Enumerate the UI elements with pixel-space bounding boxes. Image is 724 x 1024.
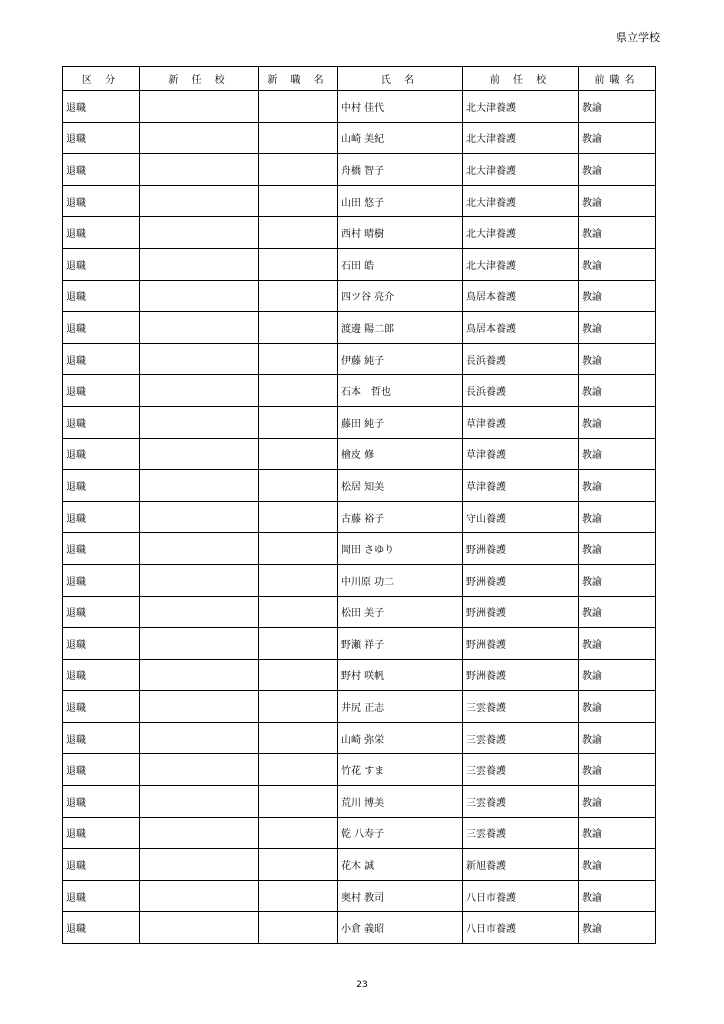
table-row	[63, 91, 656, 123]
new-position-cell	[259, 628, 338, 660]
category-cell: 退職	[63, 312, 140, 344]
new-school-cell	[140, 154, 259, 186]
table-row	[63, 501, 656, 533]
previous-position-cell: 教諭	[579, 248, 656, 280]
previous-school-cell: 野洲養護	[463, 564, 579, 596]
new-school-cell	[140, 280, 259, 312]
new-school-cell	[140, 248, 259, 280]
previous-position-cell: 教諭	[579, 596, 656, 628]
category-cell: 退職	[63, 91, 140, 123]
previous-school-cell: 北大津養護	[463, 217, 579, 249]
previous-position-cell: 教諭	[579, 185, 656, 217]
column-header-category: 区 分	[63, 67, 140, 91]
name-cell: 奥村 教司	[338, 880, 463, 912]
category-cell: 退職	[63, 154, 140, 186]
new-school-cell	[140, 786, 259, 818]
new-school-cell	[140, 91, 259, 123]
name-cell: 花木 誠	[338, 849, 463, 881]
category-cell: 退職	[63, 406, 140, 438]
name-cell: 中村 佳代	[338, 91, 463, 123]
previous-school-cell: 八日市養護	[463, 880, 579, 912]
previous-position-cell: 教諭	[579, 438, 656, 470]
new-position-cell	[259, 817, 338, 849]
column-header-new-position: 新 職 名	[259, 67, 338, 91]
new-position-cell	[259, 406, 338, 438]
new-position-cell	[259, 849, 338, 881]
previous-position-cell: 教諭	[579, 912, 656, 944]
name-cell: 舟橋 智子	[338, 154, 463, 186]
name-cell: 古藤 裕子	[338, 501, 463, 533]
previous-school-cell: 北大津養護	[463, 122, 579, 154]
name-cell: 井尻 正志	[338, 691, 463, 723]
table-row	[63, 880, 656, 912]
previous-position-cell: 教諭	[579, 817, 656, 849]
table-row	[63, 406, 656, 438]
new-position-cell	[259, 185, 338, 217]
category-cell: 退職	[63, 501, 140, 533]
new-position-cell	[259, 564, 338, 596]
table-row	[63, 754, 656, 786]
name-cell: 西村 晴樹	[338, 217, 463, 249]
column-header-new-school: 新 任 校	[140, 67, 259, 91]
previous-school-cell: 北大津養護	[463, 154, 579, 186]
table-header	[63, 67, 656, 91]
new-school-cell	[140, 312, 259, 344]
new-position-cell	[259, 343, 338, 375]
category-cell: 退職	[63, 596, 140, 628]
table-row	[63, 912, 656, 944]
name-cell: 野瀬 祥子	[338, 628, 463, 660]
previous-position-cell: 教諭	[579, 722, 656, 754]
new-position-cell	[259, 596, 338, 628]
new-school-cell	[140, 533, 259, 565]
table-row	[63, 343, 656, 375]
new-school-cell	[140, 217, 259, 249]
category-cell: 退職	[63, 817, 140, 849]
previous-position-cell: 教諭	[579, 628, 656, 660]
new-position-cell	[259, 691, 338, 723]
previous-school-cell: 新旭養護	[463, 849, 579, 881]
previous-school-cell: 北大津養護	[463, 248, 579, 280]
new-school-cell	[140, 691, 259, 723]
table-row	[63, 659, 656, 691]
previous-position-cell: 教諭	[579, 91, 656, 123]
new-school-cell	[140, 122, 259, 154]
new-position-cell	[259, 280, 338, 312]
name-cell: 石田 皓	[338, 248, 463, 280]
new-school-cell	[140, 722, 259, 754]
previous-position-cell: 教諭	[579, 849, 656, 881]
previous-school-cell: 草津養護	[463, 470, 579, 502]
table-row	[63, 122, 656, 154]
previous-school-cell: 長浜養護	[463, 375, 579, 407]
category-cell: 退職	[63, 533, 140, 565]
category-cell: 退職	[63, 248, 140, 280]
name-cell: 伊藤 純子	[338, 343, 463, 375]
previous-position-cell: 教諭	[579, 470, 656, 502]
previous-school-cell: 野洲養護	[463, 596, 579, 628]
name-cell: 岡田 さゆり	[338, 533, 463, 565]
previous-school-cell: 八日市養護	[463, 912, 579, 944]
category-cell: 退職	[63, 375, 140, 407]
table-row	[63, 786, 656, 818]
previous-position-cell: 教諭	[579, 786, 656, 818]
previous-position-cell: 教諭	[579, 154, 656, 186]
name-cell: 石本 哲也	[338, 375, 463, 407]
category-cell: 退職	[63, 470, 140, 502]
previous-school-cell: 北大津養護	[463, 185, 579, 217]
category-cell: 退職	[63, 659, 140, 691]
category-cell: 退職	[63, 280, 140, 312]
new-school-cell	[140, 628, 259, 660]
previous-position-cell: 教諭	[579, 312, 656, 344]
previous-position-cell: 教諭	[579, 343, 656, 375]
name-cell: 竹花 すま	[338, 754, 463, 786]
name-cell: 藤田 純子	[338, 406, 463, 438]
new-school-cell	[140, 343, 259, 375]
previous-school-cell: 草津養護	[463, 406, 579, 438]
previous-position-cell: 教諭	[579, 659, 656, 691]
category-cell: 退職	[63, 849, 140, 881]
table-row	[63, 438, 656, 470]
name-cell: 山田 悠子	[338, 185, 463, 217]
previous-school-cell: 長浜養護	[463, 343, 579, 375]
new-position-cell	[259, 501, 338, 533]
new-position-cell	[259, 91, 338, 123]
previous-school-cell: 野洲養護	[463, 533, 579, 565]
category-cell: 退職	[63, 754, 140, 786]
previous-position-cell: 教諭	[579, 217, 656, 249]
previous-school-cell: 野洲養護	[463, 628, 579, 660]
new-school-cell	[140, 817, 259, 849]
table-row	[63, 691, 656, 723]
column-header-name: 氏 名	[338, 67, 463, 91]
previous-school-cell: 三雲養護	[463, 722, 579, 754]
new-school-cell	[140, 564, 259, 596]
table-row	[63, 533, 656, 565]
table-row	[63, 849, 656, 881]
table-row	[63, 185, 656, 217]
table-row	[63, 217, 656, 249]
previous-school-cell: 三雲養護	[463, 691, 579, 723]
previous-school-cell: 三雲養護	[463, 786, 579, 818]
new-position-cell	[259, 217, 338, 249]
category-cell: 退職	[63, 122, 140, 154]
new-position-cell	[259, 312, 338, 344]
previous-school-cell: 三雲養護	[463, 817, 579, 849]
previous-position-cell: 教諭	[579, 375, 656, 407]
category-cell: 退職	[63, 786, 140, 818]
new-school-cell	[140, 501, 259, 533]
new-position-cell	[259, 533, 338, 565]
table-body	[63, 91, 656, 944]
new-school-cell	[140, 754, 259, 786]
name-cell: 中川原 功二	[338, 564, 463, 596]
table-row	[63, 280, 656, 312]
category-cell: 退職	[63, 343, 140, 375]
category-cell: 退職	[63, 628, 140, 660]
new-school-cell	[140, 849, 259, 881]
new-school-cell	[140, 375, 259, 407]
new-school-cell	[140, 659, 259, 691]
page-number: 23	[356, 980, 368, 990]
name-cell: 松居 知美	[338, 470, 463, 502]
table-row	[63, 154, 656, 186]
column-header-previous-position: 前職名	[579, 67, 656, 91]
table-row	[63, 722, 656, 754]
previous-position-cell: 教諭	[579, 280, 656, 312]
name-cell: 檜皮 修	[338, 438, 463, 470]
name-cell: 山崎 弥栄	[338, 722, 463, 754]
previous-school-cell: 守山養護	[463, 501, 579, 533]
previous-position-cell: 教諭	[579, 564, 656, 596]
name-cell: 小倉 義昭	[338, 912, 463, 944]
name-cell: 四ツ谷 亮介	[338, 280, 463, 312]
new-position-cell	[259, 722, 338, 754]
previous-position-cell: 教諭	[579, 406, 656, 438]
new-school-cell	[140, 406, 259, 438]
previous-position-cell: 教諭	[579, 880, 656, 912]
table-row	[63, 375, 656, 407]
new-position-cell	[259, 248, 338, 280]
previous-school-cell: 鳥居本養護	[463, 312, 579, 344]
previous-position-cell: 教諭	[579, 501, 656, 533]
column-header-previous-school: 前 任 校	[463, 67, 579, 91]
previous-position-cell: 教諭	[579, 122, 656, 154]
category-cell: 退職	[63, 217, 140, 249]
name-cell: 山崎 美紀	[338, 122, 463, 154]
new-position-cell	[259, 470, 338, 502]
new-position-cell	[259, 154, 338, 186]
table-row	[63, 470, 656, 502]
previous-school-cell: 北大津養護	[463, 91, 579, 123]
new-position-cell	[259, 754, 338, 786]
category-cell: 退職	[63, 880, 140, 912]
name-cell: 松田 美子	[338, 596, 463, 628]
new-position-cell	[259, 375, 338, 407]
category-cell: 退職	[63, 691, 140, 723]
category-cell: 退職	[63, 564, 140, 596]
previous-position-cell: 教諭	[579, 754, 656, 786]
new-position-cell	[259, 786, 338, 818]
category-cell: 退職	[63, 722, 140, 754]
new-position-cell	[259, 659, 338, 691]
new-school-cell	[140, 470, 259, 502]
table-row	[63, 248, 656, 280]
previous-school-cell: 三雲養護	[463, 754, 579, 786]
previous-school-cell: 野洲養護	[463, 659, 579, 691]
table-row	[63, 596, 656, 628]
new-school-cell	[140, 596, 259, 628]
name-cell: 荒川 博美	[338, 786, 463, 818]
previous-position-cell: 教諭	[579, 533, 656, 565]
category-cell: 退職	[63, 912, 140, 944]
table-row	[63, 628, 656, 660]
category-cell: 退職	[63, 438, 140, 470]
table-row	[63, 817, 656, 849]
name-cell: 野村 咲帆	[338, 659, 463, 691]
new-school-cell	[140, 185, 259, 217]
previous-school-cell: 鳥居本養護	[463, 280, 579, 312]
name-cell: 乾 八寿子	[338, 817, 463, 849]
new-position-cell	[259, 880, 338, 912]
new-school-cell	[140, 880, 259, 912]
name-cell: 渡邊 陽二郎	[338, 312, 463, 344]
table-row	[63, 564, 656, 596]
new-position-cell	[259, 122, 338, 154]
previous-school-cell: 草津養護	[463, 438, 579, 470]
new-position-cell	[259, 912, 338, 944]
new-school-cell	[140, 912, 259, 944]
new-school-cell	[140, 438, 259, 470]
previous-position-cell: 教諭	[579, 691, 656, 723]
page-header-label: 県立学校	[616, 31, 660, 44]
table-row	[63, 312, 656, 344]
personnel-table	[62, 66, 656, 944]
new-position-cell	[259, 438, 338, 470]
category-cell: 退職	[63, 185, 140, 217]
